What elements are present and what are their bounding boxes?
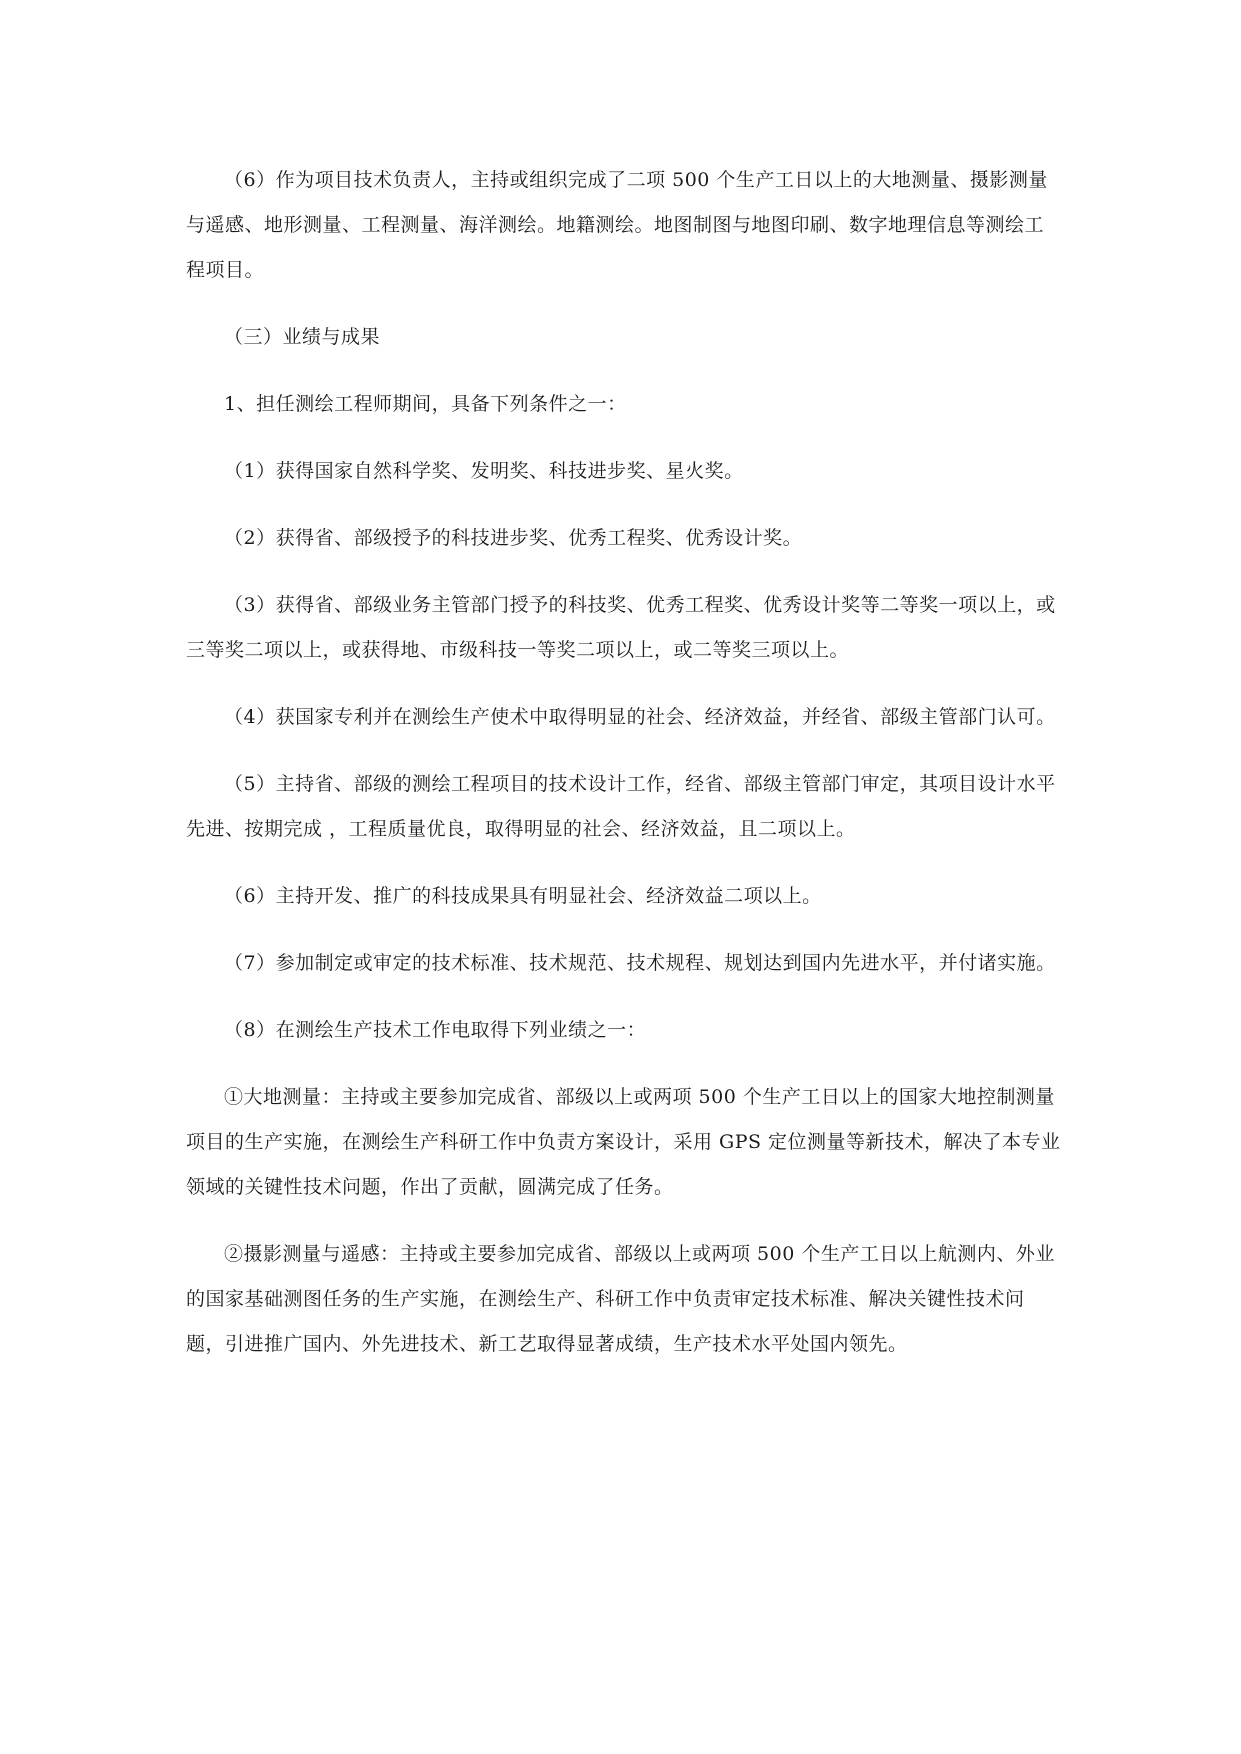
list-item-7: （7）参加制定或审定的技术标准、技术规范、技术规程、规划达到国内先进水平，并付诸实施。: [224, 952, 1056, 974]
sub-item-geodetic-survey: ①大地测量：主持或主要参加完成省、部级以上或两项 500 个生产工日以上的国家大地控制测量项目的生产实施，在测绘生产科研工作中负责方案设计，采用 GPS 定位测量等新技术，解决了本专业领域的关键性技术问题，作出了贡献，圆满完成了任务。: [186, 1086, 1061, 1198]
paragraph-condition-intro: 1、担任测绘工程师期间，具备下列条件之一：: [224, 393, 627, 415]
sub-item-photogrammetry: ②摄影测量与遥感：主持或主要参加完成省、部级以上或两项 500 个生产工日以上航测内、外业的国家基础测图任务的生产实施，在测绘生产、科研工作中负责审定技术标准、解决关键性技术问题，引进推广国内、外先进技术、新工艺取得显著成绩，生产技术水平处国内领先。: [186, 1243, 1055, 1355]
list-item-6: （6）主持开发、推广的科技成果具有明显社会、经济效益二项以上。: [224, 885, 822, 907]
list-item-3: （3）获得省、部级业务主管部门授予的科技奖、优秀工程奖、优秀设计奖等二等奖一项以上，或三等奖二项以上，或获得地、市级科技一等奖二项以上，或二等奖三项以上。: [186, 594, 1056, 661]
list-item-8: （8）在测绘生产技术工作电取得下列业绩之一：: [224, 1019, 647, 1041]
document-body: [186, 158, 1062, 1367]
list-item-1: （1）获得国家自然科学奖、发明奖、科技进步奖、星火奖。: [224, 460, 744, 482]
list-item-5: （5）主持省、部级的测绘工程项目的技术设计工作，经省、部级主管部门审定，其项目设计水平先进、按期完成 ，工程质量优良，取得明显的社会、经济效益，且二项以上。: [186, 773, 1056, 840]
section-heading-achievements: （三）业绩与成果: [224, 326, 381, 348]
list-item-2: （2）获得省、部级授予的科技进步奖、优秀工程奖、优秀设计奖。: [224, 527, 803, 549]
list-item-4: （4）获国家专利并在测绘生产使术中取得明显的社会、经济效益，并经省、部级主管部门认可。: [224, 706, 1056, 728]
paragraph-item-6-tech-lead: （6）作为项目技术负责人，主持或组织完成了二项 500 个生产工日以上的大地测量、摄影测量与遥感、地形测量、工程测量、海洋测绘。地籍测绘。地图制图与地图印刷、数字地理信息等测绘工程项目。: [186, 169, 1048, 281]
